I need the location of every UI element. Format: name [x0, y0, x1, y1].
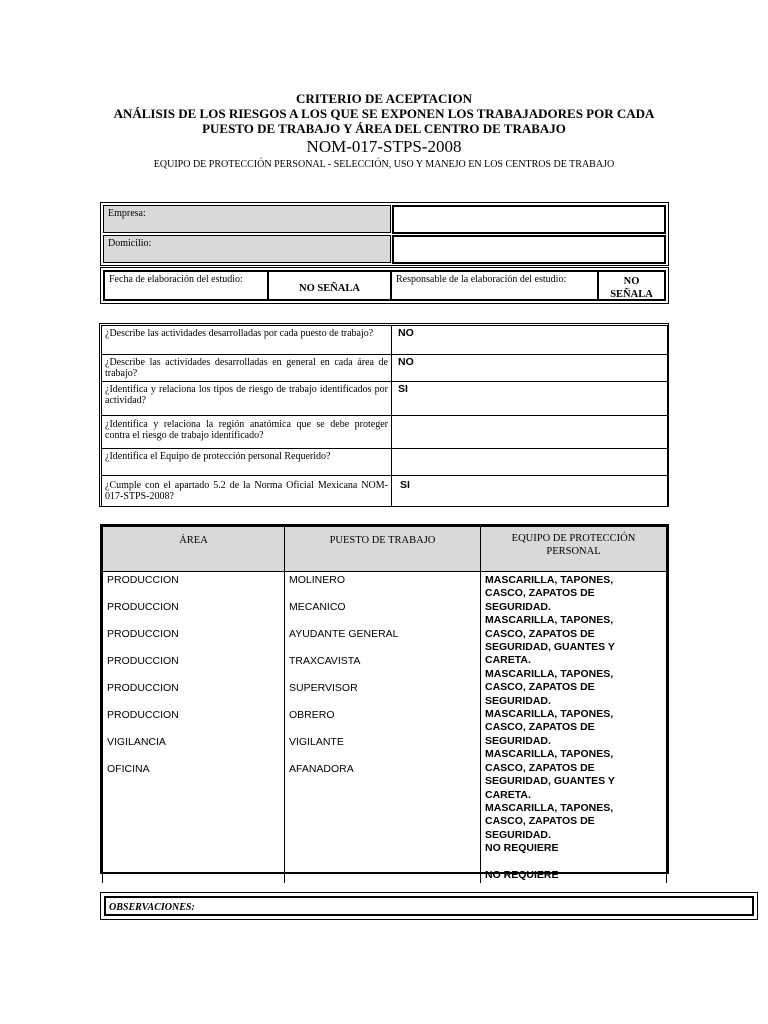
- equipo-line: MASCARILLA, TAPONES,: [485, 614, 614, 627]
- equipo-line: CASCO, ZAPATOS DE: [485, 681, 595, 694]
- equipo-line: SEGURIDAD.: [485, 734, 551, 747]
- observaciones-label[interactable]: OBSERVACIONES:: [104, 896, 754, 916]
- area-cell: PRODUCCION: [107, 574, 179, 586]
- area-cell: PRODUCCION: [107, 655, 179, 667]
- responsable-value-line-1: NO: [623, 276, 640, 287]
- subtitle: EQUIPO DE PROTECCIÓN PERSONAL - SELECCIÓN, USO Y MANEJO EN LOS CENTROS DE TRABAJO: [153, 159, 615, 170]
- question-text: ¿Identifica el Equipo de protección personal Requerido?: [102, 449, 392, 476]
- question-answer: NO: [392, 355, 668, 382]
- equipo-line: CASCO, ZAPATOS DE: [485, 721, 595, 734]
- equipo-line: [485, 856, 662, 869]
- question-row: [102, 382, 668, 416]
- puesto-cell: MOLINERO: [289, 574, 346, 586]
- equipo-column: [481, 572, 667, 884]
- equipo-line: SEGURIDAD, GUANTES Y: [485, 641, 615, 654]
- question-answer: [392, 449, 668, 476]
- puesto-cell: MECANICO: [289, 601, 346, 613]
- question-row: [102, 355, 668, 382]
- equipo-line: CASCO, ZAPATOS DE: [485, 761, 595, 774]
- question-text: ¿Cumple con el apartado 5.2 de la Norma Oficial Mexicana NOM-017-STPS-2008?: [102, 476, 392, 507]
- equipo-line: MASCARILLA, TAPONES,: [485, 667, 614, 680]
- equipo-line: NO REQUIERE: [485, 868, 559, 881]
- title-line-3: PUESTO DE TRABAJO Y ÁREA DEL CENTRO DE TRABAJO: [202, 121, 566, 136]
- puesto-cell: TRAXCAVISTA: [289, 655, 361, 667]
- norm-title: NOM-017-STPS-2008: [306, 137, 462, 156]
- area-column: [103, 572, 285, 884]
- puesto-cell: OBRERO: [289, 709, 335, 721]
- document-header: [0, 91, 768, 171]
- equipo-line: SEGURIDAD.: [485, 600, 551, 613]
- epp-table: [102, 526, 667, 883]
- puesto-column: [285, 572, 481, 884]
- equipo-line: SEGURIDAD.: [485, 828, 551, 841]
- area-cell: VIGILANCIA: [107, 736, 166, 748]
- question-answer: SI: [392, 476, 668, 507]
- equipo-line: SEGURIDAD, GUANTES Y: [485, 775, 615, 788]
- question-text: ¿Identifica y relaciona la región anatómica que se debe proteger contra el riesgo de trabajo identificado?: [102, 416, 392, 449]
- area-cell: PRODUCCION: [107, 601, 179, 613]
- question-row: [102, 326, 668, 355]
- equipo-line: MASCARILLA, TAPONES,: [485, 574, 614, 586]
- empresa-label: Empresa:: [103, 205, 391, 233]
- question-answer: NO: [392, 326, 668, 355]
- equipo-line: CASCO, ZAPATOS DE: [485, 627, 595, 640]
- equipo-line: CASCO, ZAPATOS DE: [485, 587, 595, 600]
- area-cell: PRODUCCION: [107, 628, 179, 640]
- question-row: [102, 416, 668, 449]
- equipo-line: MASCARILLA, TAPONES,: [485, 708, 614, 721]
- fecha-label: Fecha de elaboración del estudio:: [103, 270, 268, 301]
- area-cell: PRODUCCION: [107, 709, 179, 721]
- domicilio-label: Domicilio:: [103, 235, 391, 263]
- puesto-cell: AFANADORA: [289, 763, 354, 775]
- equipo-line: CASCO, ZAPATOS DE: [485, 815, 595, 828]
- responsable-value-line-2: SEÑALA: [610, 289, 653, 300]
- puesto-cell: VIGILANTE: [289, 736, 344, 748]
- column-header-area: ÁREA: [103, 527, 285, 572]
- title-line-2: ANÁLISIS DE LOS RIESGOS A LOS QUE SE EXPONEN LOS TRABAJADORES POR CADA: [113, 106, 655, 121]
- column-header-equipo: EQUIPO DE PROTECCIÓN PERSONAL: [481, 527, 667, 572]
- area-cell: OFICINA: [107, 763, 150, 775]
- question-row: [102, 449, 668, 476]
- question-text: ¿Describe las actividades desarrolladas por cada puesto de trabajo?: [102, 326, 392, 355]
- observaciones-frame: [100, 892, 758, 920]
- area-cell: PRODUCCION: [107, 682, 179, 694]
- question-text: ¿Identifica y relaciona los tipos de riesgo de trabajo identificados por actividad?: [102, 382, 392, 416]
- epp-table-frame: [100, 524, 669, 881]
- equipo-line: SEGURIDAD.: [485, 694, 551, 707]
- responsable-value: [598, 270, 666, 301]
- puesto-cell: AYUDANTE GENERAL: [289, 628, 399, 640]
- domicilio-field[interactable]: [392, 235, 666, 264]
- equipo-line: MASCARILLA, TAPONES,: [485, 801, 614, 814]
- fecha-value: NO SEÑALA: [268, 270, 391, 301]
- responsable-label: Responsable de la elaboración del estudio:: [391, 270, 598, 301]
- question-answer: SI: [392, 382, 668, 416]
- question-row: [102, 476, 668, 507]
- puesto-cell: SUPERVISOR: [289, 682, 358, 694]
- question-answer: [392, 416, 668, 449]
- equipo-line: NO REQUIERE: [485, 842, 559, 855]
- equipo-line: MASCARILLA, TAPONES,: [485, 748, 614, 761]
- questions-table: [101, 325, 668, 507]
- title-line-1: CRITERIO DE ACEPTACION: [295, 91, 472, 106]
- column-header-puesto: PUESTO DE TRABAJO: [285, 527, 481, 572]
- equipo-line: CARETA.: [485, 788, 531, 801]
- equipo-line: CARETA.: [485, 654, 531, 667]
- question-text: ¿Describe las actividades desarrolladas en general en cada área de trabajo?: [102, 355, 392, 382]
- empresa-field[interactable]: [392, 205, 666, 234]
